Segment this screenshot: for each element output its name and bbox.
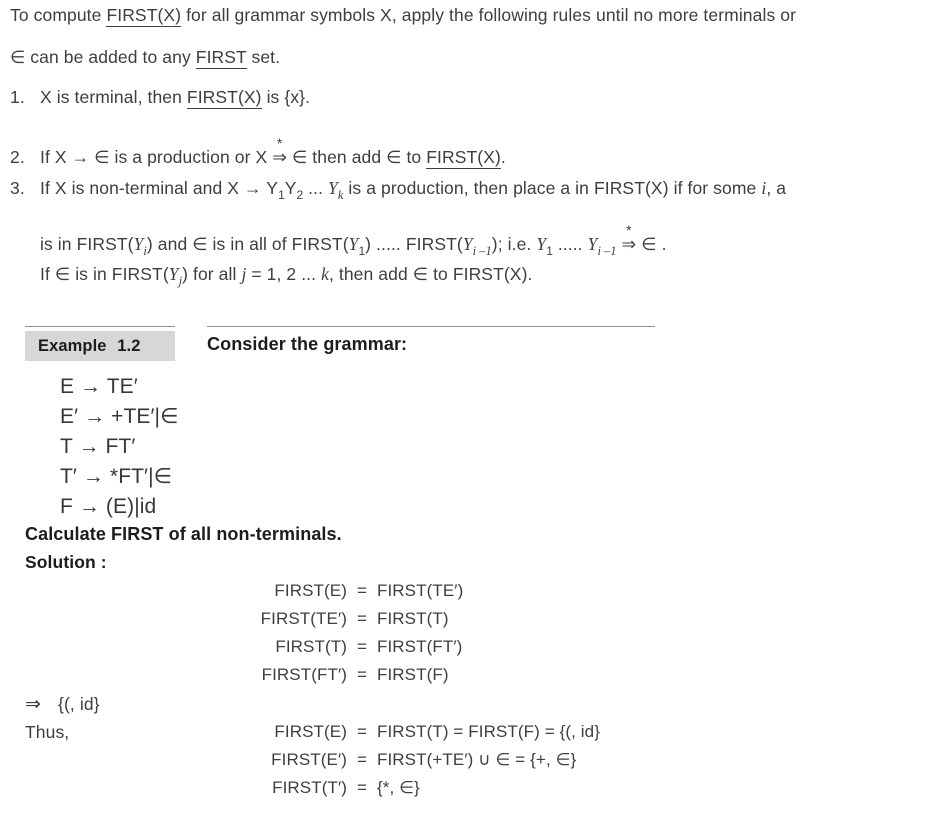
text-segment: set. [246,47,281,67]
text-segment: X is terminal, then [40,87,187,107]
text-segment: = 1, 2 ... [246,264,322,284]
text-segment: ) ..... FIRST( [365,234,463,254]
grammar-production: T → FT′ [60,435,136,458]
math-variable: Y [587,234,598,254]
underlined-term: FIRST [195,47,247,67]
math-variable: Y [328,178,338,198]
equation-row [240,609,449,629]
subscript: k [337,188,344,202]
equation-lhs: FIRST(E) [274,581,347,600]
text-segment: is in FIRST( [40,234,134,254]
text-segment: is a production, then place a in FIRST(X) if for some [343,178,762,198]
rule-3-continued [40,222,667,258]
equals-sign: = [356,581,368,600]
equals-sign: = [356,609,368,628]
equation-lhs: FIRST(FT′) [261,665,347,684]
equation-row [240,722,600,742]
text-segment: To compute [10,5,107,25]
grammar-production: T′ → *FT′|∈ [60,465,173,488]
subscript: i –1 [472,244,492,258]
grammar-production: F → (E)|id [60,495,157,518]
equation-lhs: FIRST(TE′) [260,609,347,628]
subscript: 1 [278,188,285,202]
text-segment: Y [284,178,297,198]
math-variable: Y [536,234,547,254]
math-variable: k [321,264,329,284]
math-variable: Y [168,264,179,284]
result-set: {(, id} [58,694,100,714]
equation-row [240,637,462,657]
equation-lhs: FIRST(T) [275,637,347,656]
derives-star-arrow [621,222,637,255]
math-variable: i [761,178,767,198]
text-segment: ∈ can be added to any [10,47,196,67]
solution-label: Solution : [25,552,107,572]
intro-line-1 [10,5,796,26]
grammar-block [60,372,179,522]
example-divider-left [25,326,175,327]
text-segment: for all grammar symbols X, apply the following rules until no more terminals or [181,5,797,25]
math-variable: Y [462,234,473,254]
equation-row [240,581,463,601]
subscript: 1 [358,244,366,258]
math-variable: Y [133,234,144,254]
grammar-production: E′ → +TE′|∈ [60,405,179,428]
derives-star-arrow [272,135,287,168]
rule-number: 2. [10,147,25,167]
equals-sign: = [356,750,368,769]
example-label [25,331,175,361]
text-segment: If ∈ is in FIRST( [40,264,169,284]
rule-3 [10,178,787,202]
subscript: 1 [546,244,553,258]
text-segment: ) for all [182,264,242,284]
text-segment: ... [303,178,329,198]
intro-line-2 [10,47,280,68]
underlined-term: FIRST(X) [186,87,262,107]
equation-row [240,750,576,770]
text-segment: ); i.e. [491,234,537,254]
grammar-production: E → TE′ [60,375,138,398]
result-line [25,694,100,716]
task-prompt: Calculate FIRST of all non-terminals. [25,524,342,544]
implies-arrow: ⇒ [25,694,42,715]
example-divider-right [207,326,655,327]
rule-2 [10,135,506,168]
example-heading: Consider the grammar: [207,334,408,354]
equation-lhs: FIRST(T′) [272,778,347,797]
underlined-term: FIRST(X) [426,147,501,167]
text-segment: ) and ∈ is in all of FIRST( [146,234,349,254]
math-variable: Y [348,234,359,254]
equation-rhs: FIRST(FT′) [377,637,463,656]
equals-sign: = [356,665,368,684]
rule-number: 1. [10,87,25,107]
equation-rhs: {*, ∈} [377,778,420,797]
equals-sign: = [356,637,368,656]
text-segment: ∈ . [636,234,667,254]
thus-label: Thus, [25,722,70,742]
equation-row [240,778,420,798]
rule-number: 3. [10,178,25,198]
rule-3-continued [40,264,533,288]
text-segment: If X is non-terminal and X → Y [40,178,279,198]
equation-rhs: FIRST(F) [377,665,449,684]
equation-row [240,665,449,685]
rule-1 [10,87,310,108]
example-label-text: Example 1.2 [38,336,141,355]
math-variable: j [241,264,247,284]
equation-rhs: FIRST(TE′) [377,581,464,600]
star-superscript: * [626,222,632,238]
text-segment: . [500,147,506,167]
subscript: 2 [296,188,304,202]
equation-rhs: FIRST(T) [377,609,449,628]
star-superscript: * [276,135,283,151]
text-segment: is {x}. [261,87,311,107]
equation-lhs: FIRST(E′) [271,750,347,769]
text-segment: , a [766,178,787,198]
text-segment: , then add ∈ to FIRST(X). [328,264,533,284]
equation-lhs: FIRST(E) [274,722,347,741]
text-segment: ..... [552,234,588,254]
equals-sign: = [356,778,368,797]
subscript: i [143,244,147,258]
subscript: j [178,274,183,288]
underlined-term: FIRST(X) [106,5,182,25]
text-segment: ∈ then add ∈ to [287,147,427,167]
equation-rhs: FIRST(+TE′) ∪ ∈ = {+, ∈} [377,750,577,769]
double-arrow: ⇒ [621,234,637,254]
text-segment: If X → ∈ is a production or X [40,147,273,167]
double-arrow: ⇒ [272,147,287,167]
equation-rhs: FIRST(T) = FIRST(F) = {(, id} [377,722,600,741]
equals-sign: = [356,722,368,741]
subscript: i –1 [597,244,617,258]
